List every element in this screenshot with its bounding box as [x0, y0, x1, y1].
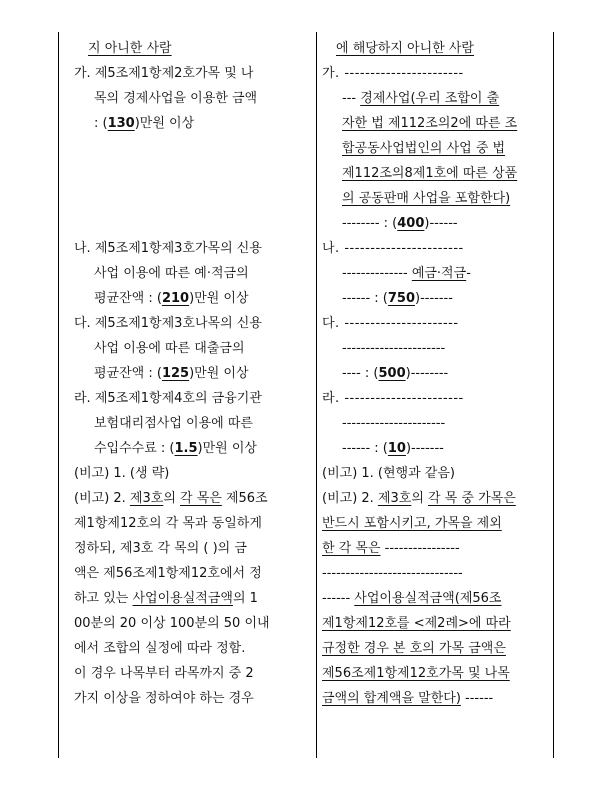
- left-ra-line-1: 라. 제5조제1항제4호의 금융기관: [74, 391, 262, 406]
- right-note-2-line-4: ------------------------------: [322, 566, 463, 581]
- left-note-2-line-5: 하고 있는 사업이용실적금액의 1: [74, 591, 258, 606]
- left-note-2-line-1: (비고) 2. 제3호의 각 목은 제56조: [74, 491, 268, 506]
- left-ga-value: 130: [107, 116, 135, 131]
- right-note-2-line-6: 제1항제12호를 <제2례>에 따라: [322, 616, 511, 631]
- right-note-2-line-9: 금액의 합계액을 말한다) ------: [322, 691, 494, 706]
- right-note-2-line-5: ------ 사업이용실적금액(제56조: [322, 591, 502, 606]
- right-ra-line-3: ------ : (10)-------: [342, 441, 444, 456]
- left-na-line-3: 평균잔액 : (210)만원 이상: [94, 291, 249, 306]
- right-note-2-line-3: 한 각 목은 ----------------: [322, 541, 460, 556]
- right-da-line-3: ---- : (500)--------: [342, 366, 449, 381]
- left-note-2-line-2: 제1항제12호의 각 목과 동일하게: [74, 516, 262, 531]
- right-note-2-line-7: 규정한 경우 본 호의 가목 금액은: [322, 641, 506, 656]
- right-ga-line-7: -------- : (400)------: [342, 216, 458, 231]
- left-note-2-line-3: 정하되, 제3호 각 목의 ( )의 금: [74, 541, 247, 556]
- right-ra-line-2: ----------------------: [342, 416, 446, 431]
- left-na-value: 210: [161, 291, 190, 306]
- right-note-2-line-2: 반드시 포함시키고, 가목을 제외: [322, 516, 502, 531]
- left-ga-line-1: 가. 제5조제1항제2호가목 및 나: [74, 66, 254, 81]
- right-da-line-1: 다. ----------------------: [322, 316, 459, 331]
- left-note-2-line-6: 00분의 20 이상 100분의 50 이내: [74, 616, 270, 631]
- right-ra-value: 10: [387, 441, 406, 456]
- left-title: 지 아니한 사람: [88, 41, 172, 56]
- left-ra-value: 1.5: [174, 441, 198, 456]
- right-note-2-line-8: 제56조제1항제12호가목 및 나목: [322, 666, 510, 681]
- right-na-line-1: 나. -----------------------: [322, 241, 464, 256]
- left-da-line-1: 다. 제5조제1항제3호나목의 신용: [74, 316, 262, 331]
- left-column: [74, 36, 302, 711]
- left-da-line-2: 사업 이용에 따른 대출금의: [94, 341, 245, 356]
- right-ga-line-2: --- 경제사업(우리 조합이 출: [342, 91, 500, 106]
- right-na-value: 750: [387, 291, 416, 306]
- right-ga-line-1: 가. -----------------------: [322, 66, 464, 81]
- right-da-value: 500: [378, 366, 406, 381]
- left-note-2-line-9: 가지 이상을 정하여야 하는 경우: [74, 691, 254, 706]
- left-na-line-1: 나. 제5조제1항제3호가목의 신용: [74, 241, 262, 256]
- left-na-line-2: 사업 이용에 따른 예·적금의: [94, 266, 249, 281]
- center-divider-line: [316, 32, 317, 758]
- left-ra-line-2: 보험대리점사업 이용에 따른: [94, 416, 253, 431]
- right-na-line-2: -------------- 예금·적금-: [342, 266, 471, 281]
- right-ga-line-4: 합공동사업법인의 사업 중 법: [342, 141, 506, 156]
- right-da-line-2: ----------------------: [342, 341, 446, 356]
- right-ra-line-1: 라. -----------------------: [322, 391, 464, 406]
- right-note-2-line-1: (비고) 2. 제3호의 각 목 중 가목은: [322, 491, 516, 506]
- right-ga-line-6: 의 공동판매 사업을 포함한다): [342, 191, 511, 206]
- right-column: [322, 36, 552, 711]
- left-ga-line-3: : (130)만원 이상: [94, 116, 195, 131]
- left-note-1: (비고) 1. (생 략): [74, 466, 170, 481]
- left-border-line: [58, 32, 59, 758]
- left-note-2-line-8: 이 경우 나목부터 라목까지 중 2: [74, 666, 254, 681]
- right-na-line-3: ------ : (750)-------: [342, 291, 453, 306]
- left-note-2-line-7: 에서 조합의 실정에 따라 정함.: [74, 641, 246, 656]
- right-ga-line-3: 자한 법 제112조의2에 따른 조: [342, 116, 518, 131]
- right-border-line: [553, 32, 554, 758]
- left-da-value: 125: [161, 366, 190, 381]
- left-note-2-line-4: 액은 제56조제1항제12호에서 정: [74, 566, 262, 581]
- left-ga-line-2: 목의 경제사업을 이용한 금액: [94, 91, 258, 106]
- left-ra-line-3: 수입수수료 : (1.5)만원 이상: [94, 441, 257, 456]
- right-title: 에 해당하지 아니한 사람: [336, 41, 474, 56]
- right-ga-line-5: 제112조의8제1호에 따른 상품: [342, 166, 518, 181]
- left-da-line-3: 평균잔액 : (125)만원 이상: [94, 366, 249, 381]
- right-note-1: (비고) 1. (현행과 같음): [322, 466, 455, 481]
- right-ga-value: 400: [397, 216, 425, 231]
